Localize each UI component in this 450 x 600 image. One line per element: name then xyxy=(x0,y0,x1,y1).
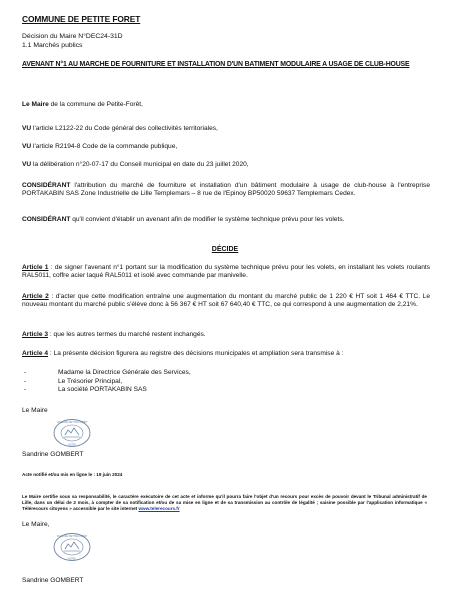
vu-item: VU la délibération n°20-07-17 du Conseil municipal en date du 23 juillet 2020, xyxy=(22,161,249,168)
list-item: - La société PORTAKABIN SAS xyxy=(24,386,147,394)
preamble-intro: Le Maire de la commune de Petite-Forêt, xyxy=(22,101,143,108)
decision-category: 1.1 Marchés publics xyxy=(22,41,83,49)
article-1: Article 1 : de signer l'avenant n°1 portant sur la modification du système technique prévu pour les volets, en installant les volets roulants RAL5011, coffre acier laqué RAL5011 et isolé avec commande par manivelle. xyxy=(22,264,430,280)
signature-title: Le Maire xyxy=(22,407,48,414)
article-4: Article 4 : La présente décision figurera au registre des décisions municipales et ampliation sera transmise à : xyxy=(22,350,344,357)
considerant-amendment: CONSIDÉRANT qu'il convient d'établir un avenant afin de modifier le système technique prévu pour les volets. xyxy=(22,216,345,223)
list-item: - Madame la Directrice Générale des Services, xyxy=(24,369,191,376)
list-item: - Le Trésorier Principal, xyxy=(24,377,123,385)
decision-reference xyxy=(22,33,222,50)
signature-title: Le Maire, xyxy=(22,521,50,528)
decision-subject: AVENANT N°1 AU MARCHE DE FOURNITURE ET INSTALLATION D'UN BATIMENT MODULAIRE A USAGE DE CLUB-HOUSE xyxy=(22,61,410,68)
recipient-list xyxy=(22,369,322,395)
signatory-name: Sandrine GOMBERT xyxy=(22,577,84,584)
notification-date: Acte notifié et/ou mis en ligne le : 19 juin 2024 xyxy=(22,472,123,477)
svg-text:VILLE DE PETITE FORÊT: VILLE DE PETITE FORÊT xyxy=(56,535,88,539)
article-3: Article 3 : que les autres termes du marché restent inchangés. xyxy=(22,331,206,338)
vu-item: VU l'article R2194-8 Code de la commande publique, xyxy=(22,143,178,150)
svg-text:NORD: NORD xyxy=(68,443,76,447)
svg-text:VILLE DE PETITE FORÊT: VILLE DE PETITE FORÊT xyxy=(56,421,88,425)
vu-item: VU l'article L2122-22 du Code général des collectivités territoriales, xyxy=(22,125,218,132)
considerant-award: CONSIDÉRANT l'attribution du marché de fourniture et installation d'un bâtiment modulaire à usage de club-house à l'entreprise PORTAKABIN SAS Zone Industrielle de Lille Templemars – 8 rue de l'Epinoy BP50020 59637 Templemars Cedex. xyxy=(22,182,430,198)
town-seal-icon xyxy=(52,532,92,562)
signatory-name: Sandrine GOMBERT xyxy=(22,451,84,458)
commune-header: COMMUNE DE PETITE FORET xyxy=(22,14,141,24)
article-2: Article 2 : d'acter que cette modification entraîne une augmentation du montant du marché public de 1 220 € HT soit 1 464 € TTC. Le nouveau montant du marché public s'élève donc à 56 367 € HT soit 67 640,40 € TTC, ce qui correspond à une augmentation de 2,21%. xyxy=(22,293,430,309)
svg-text:NORD: NORD xyxy=(68,557,76,561)
town-seal-icon xyxy=(52,418,92,448)
decide-heading: DÉCIDE xyxy=(211,246,239,253)
legal-notice: Le Maire certifie sous sa responsabilité, le caractère exécutoire de cet acte et informe qu'il pourra faire l'objet d'un recours pour excès de pouvoir devant le Tribunal administratif de Lille, dans un délai de 2 mois, à compter de sa notification et/ou de sa mise en ligne et de sa transmission au contrôle de légalité ; saisine possible par l'application informatique « Télérecours citoyens » accessible par le site internet www.telerecours.fr xyxy=(22,493,427,511)
telerecours-link[interactable]: www.telerecours.fr xyxy=(138,505,180,511)
decision-number: Décision du Maire N°DEC24-31D xyxy=(22,33,123,40)
